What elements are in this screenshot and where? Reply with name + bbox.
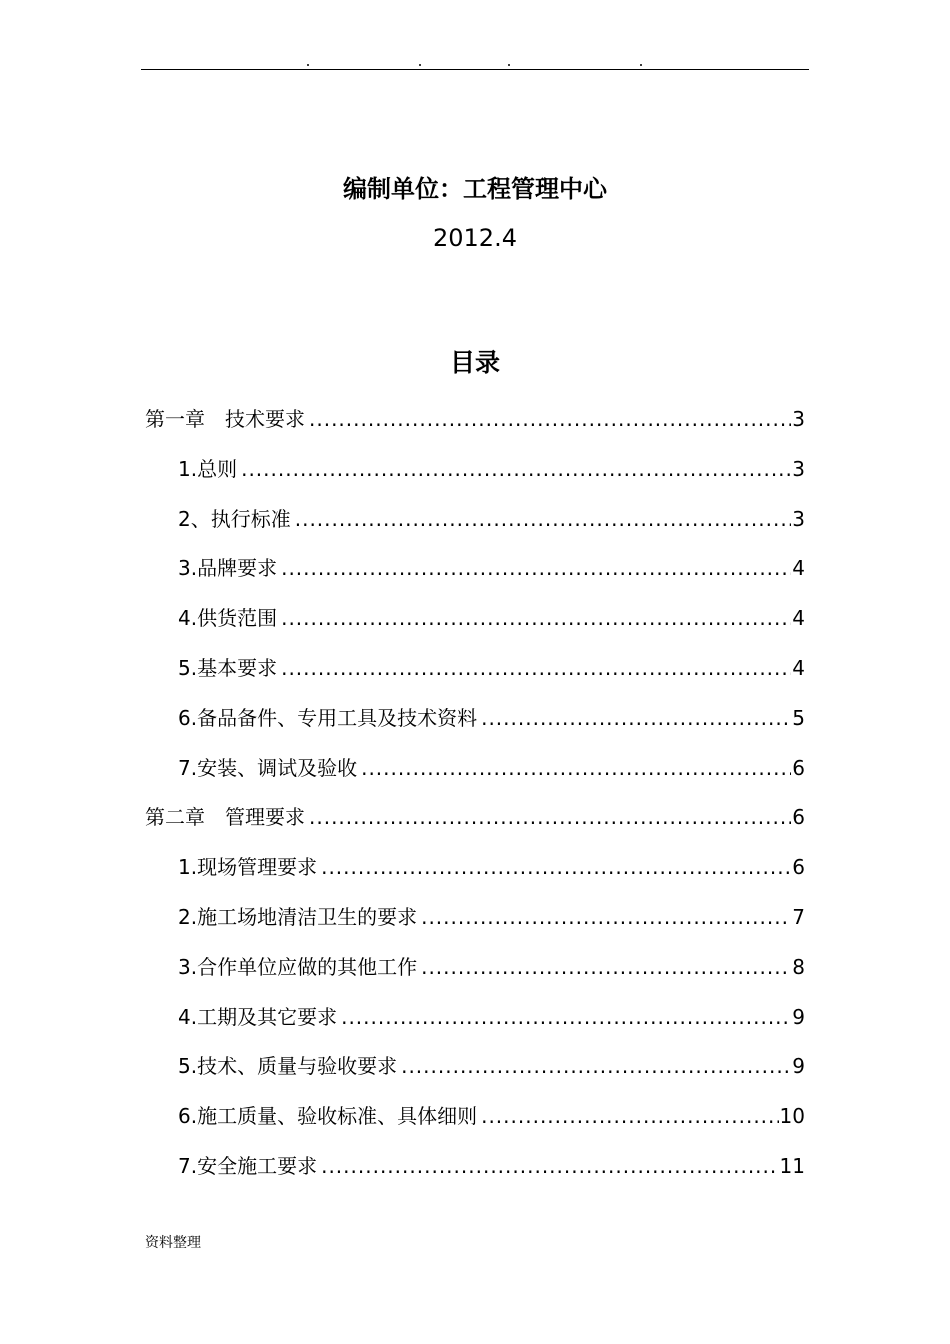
toc-section-entry[interactable] [178,942,805,982]
toc-page-number: 3 [792,506,805,531]
toc-section-entry[interactable] [178,593,805,633]
toc-entry-label: 6.备品备件、专用工具及技术资料 [178,705,478,730]
toc-section-entry[interactable] [178,992,805,1032]
toc-page-number: 9 [792,1054,805,1079]
toc-page-number: 3 [792,407,805,431]
toc-entry-label: 第一章 技术要求 [145,407,305,431]
header-dot [419,64,421,66]
toc-entry-label: 1.现场管理要求 [178,855,318,880]
organization-line: 编制单位：工程管理中心 [343,175,607,203]
toc-entry-label: 5.技术、质量与验收要求 [178,1054,398,1079]
toc-dot-leader [281,603,791,633]
toc-entry-label: 2.施工场地清洁卫生的要求 [178,905,418,929]
toc-dot-leader [321,852,791,882]
toc-entry-label: 第二章 管理要求 [145,805,305,830]
toc-page-number: 4 [792,606,805,631]
toc-dot-leader [295,504,792,534]
toc-page-number: 4 [792,556,805,581]
toc-page-number: 6 [792,755,805,780]
toc-entry-label: 3.品牌要求 [178,556,278,581]
toc-section-entry[interactable] [178,842,805,882]
toc-page-number: 8 [792,954,805,979]
toc-section-entry[interactable] [178,643,805,683]
footer-label: 资料整理 [145,1235,201,1251]
toc-section-entry[interactable] [178,444,805,484]
toc-dot-leader [309,404,791,434]
header-dot [508,64,510,66]
toc-page-number: 6 [792,855,805,880]
toc-dot-leader [421,902,791,932]
toc-entry-label: 7.安全施工要求 [178,1154,318,1178]
toc-entry-label: 4.供货范围 [178,606,278,631]
toc-entry-label: 6.施工质量、验收标准、具体细则 [178,1104,478,1129]
toc-entry-label: 7.安装、调试及验收 [178,755,358,780]
toc-dot-leader [309,802,791,832]
toc-dot-leader [341,1002,791,1032]
header-dot [640,64,642,66]
document-date: 2012.4 [433,224,517,252]
toc-dot-leader [281,653,791,683]
toc-page-number: 3 [792,456,805,481]
toc-page-number: 9 [792,1004,805,1029]
header-rule [141,69,809,70]
toc-dot-leader [481,703,791,733]
toc-dot-leader [421,952,791,982]
toc-entry-label: 3.合作单位应做的其他工作 [178,954,418,979]
toc-entry-label: 5.基本要求 [178,656,278,680]
toc-section-entry[interactable] [178,1041,805,1081]
toc-title: 目录 [449,348,500,377]
toc-section-entry[interactable] [178,693,805,733]
toc-dot-leader [361,753,791,783]
header-dot [307,64,309,66]
toc-section-entry[interactable] [178,1091,805,1131]
toc-dot-leader [481,1101,778,1131]
toc-dot-leader [241,454,791,484]
toc-dot-leader [401,1051,791,1081]
toc-section-entry[interactable] [178,1141,805,1181]
toc-entry-label: 4.工期及其它要求 [178,1004,338,1029]
toc-entry-label: 1.总则 [178,456,238,481]
toc-page-number: 4 [792,656,805,680]
toc-page-number: 6 [792,805,805,830]
toc-section-entry[interactable] [178,494,805,534]
toc-entry-label: 2、执行标准 [178,506,291,531]
toc-chapter-entry[interactable] [145,394,805,434]
toc-page-number: 5 [792,705,805,730]
toc-dot-leader [321,1151,778,1181]
toc-dot-leader [281,553,791,583]
toc-page-number: 10 [779,1104,805,1129]
toc-section-entry[interactable] [178,743,805,783]
toc-chapter-entry[interactable] [145,792,805,832]
toc-page-number: 7 [792,905,805,929]
toc-section-entry[interactable] [178,892,805,932]
toc-section-entry[interactable] [178,543,805,583]
toc-page-number: 11 [779,1154,805,1178]
